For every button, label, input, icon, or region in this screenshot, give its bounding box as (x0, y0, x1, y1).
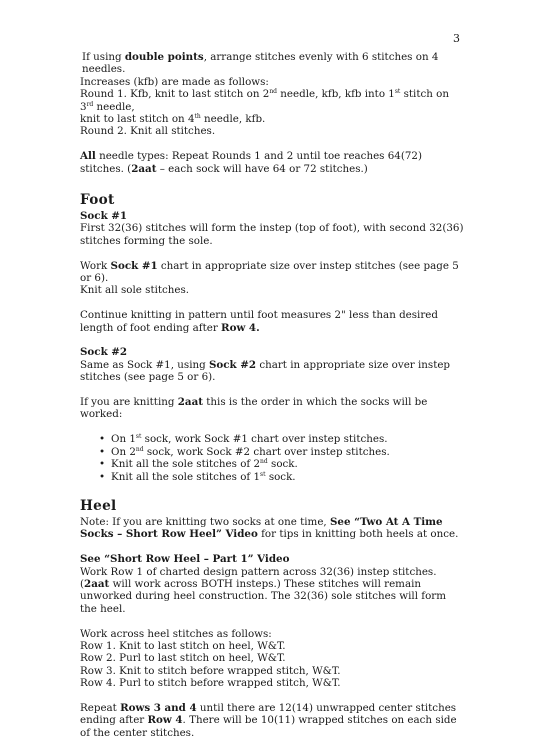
work-pre: Work (80, 259, 111, 272)
bullet-text: Knit all the sole stitches of 1 (111, 470, 261, 483)
repeat-mid: until there are 12(14) unwrapped center stitches ending after (80, 701, 457, 727)
continue-bold: Row 4. (221, 321, 260, 334)
bullet-sup: st (260, 470, 266, 478)
short-row-video-subheading: See “Short Row Heel – Part 1” Video (80, 553, 290, 566)
order-paragraph (80, 396, 464, 421)
note-pre: Note: If you are knitting two socks at one time, (80, 515, 330, 528)
heel-rows-paragraph (80, 628, 464, 690)
dp-round1-line (80, 88, 464, 113)
document-body (80, 51, 464, 752)
r1-text-e: knit to last stitch on 4 (80, 113, 195, 126)
sock1-text: First 32(36) stitches will form the instep (top of foot), with second 32(36) stitches forming the sole. (80, 222, 464, 247)
bullet-text-2: sock, work Sock #2 chart over instep stitches. (143, 445, 390, 458)
dp-increase-line: Increases (kfb) are made as follows: (80, 75, 269, 88)
foot-heading: Foot (80, 192, 115, 209)
short-row-video-section (80, 553, 464, 615)
dp-round2-line: Round 2. Knit all stitches. (80, 125, 216, 138)
all-text-2: – each sock will have 64 or 72 stitches.) (156, 162, 368, 175)
work-row-post: will work across BOTH insteps.) These stitches will remain unworked during heel construction. The 32(36) sole stitches will form the heel. (80, 577, 446, 615)
bullet-text-2: sock. (265, 470, 296, 483)
r1-sup-1: nd (269, 88, 278, 96)
r1-text-f: needle, kfb. (200, 113, 266, 126)
heel-note-paragraph (80, 516, 464, 541)
dp-round1-line-2 (80, 113, 464, 125)
repeat-bold-2: Row 4 (147, 714, 183, 727)
bullet-text: On 2 (111, 445, 136, 458)
list-item (111, 458, 464, 470)
work-row-bold: 2aat (84, 577, 110, 590)
dp-text-2: , arrange stitches evenly with 6 stitches on 4 needles. (82, 51, 439, 76)
continue-text: Continue knitting in pattern until foot measures 2" less than desired length of foot ending after (80, 309, 438, 334)
list-item (111, 433, 464, 445)
bullet-sup: st (135, 433, 142, 441)
heel-row-4: Row 4. Purl to stitch before wrapped stitch, W&T. (80, 677, 341, 690)
sock2-subheading: Sock #2 (80, 346, 128, 359)
work-post: chart in appropriate size over instep stitches (see page 5 or 6). (80, 259, 459, 285)
work-sock1-paragraph (80, 260, 464, 297)
list-item (111, 471, 464, 483)
bullet-text-2: sock. (267, 458, 298, 471)
sock2-post: chart in appropriate size over instep stitches (see page 5 or 6). (80, 358, 451, 384)
r1-text-c: stitch on 3 (80, 88, 449, 113)
sock-order-list (80, 433, 464, 483)
continue-paragraph (80, 309, 464, 334)
page-number: 3 (453, 32, 460, 45)
r1-text-b: needle, kfb, kfb into 1 (277, 88, 395, 101)
note-post: for tips in knitting both heels at once. (257, 528, 459, 541)
order-post: this is the order in which the socks will be worked: (80, 396, 428, 421)
dp-line-1 (80, 51, 464, 76)
work-bold: Sock #1 (110, 259, 158, 272)
order-bold: 2aat (177, 396, 203, 409)
all-bold-2aat: 2aat (131, 162, 157, 175)
heel-row-3: Row 3. Knit to stitch before wrapped stitch, W&T. (80, 664, 341, 677)
double-points-paragraph (80, 51, 464, 138)
sock2-bold: Sock #2 (208, 358, 257, 371)
r1-text-a: Round 1. Kfb, knit to last stitch on 2 (80, 88, 270, 101)
heel-heading: Heel (80, 497, 117, 514)
all-bold: All (80, 150, 96, 163)
note-bold: See “Two At A Time Socks – Short Row Heel” Video (80, 515, 443, 541)
dp-text: If using (82, 51, 125, 63)
heel-row-1: Row 1. Knit to last stitch on heel, W&T. (80, 639, 286, 652)
bullet-text: Knit all the sole stitches of 2 (111, 458, 261, 471)
bullet-text: On 1 (111, 433, 136, 446)
heel-row-2: Row 2. Purl to last stitch on heel, W&T. (80, 652, 286, 665)
list-item (111, 446, 464, 458)
bullet-sup: nd (260, 458, 268, 466)
r1-sup-2: st (394, 88, 401, 96)
knit-sole-line: Knit all sole stitches. (80, 284, 190, 297)
work-row-pre: Work Row 1 of charted design pattern across 32(36) instep stitches. ( (80, 565, 437, 590)
r1-sup-4: th (194, 113, 201, 121)
order-pre: If you are knitting (80, 396, 178, 409)
bullet-text-2: sock, work Sock #1 chart over instep stitches. (141, 433, 388, 446)
work-sock1-line (80, 260, 464, 285)
sock1-subheading: Sock #1 (80, 210, 128, 223)
all-text: needle types: Repeat Rounds 1 and 2 until toe reaches 64(72) stitches. ( (80, 150, 422, 175)
r1-text-d: needle, (93, 100, 135, 113)
repeat-post: . There will be 10(11) wrapped stitches on each side of the center stitches. (80, 714, 457, 739)
bullet-sup: nd (135, 445, 144, 453)
dp-bold: double points (124, 51, 204, 63)
heel-across-line: Work across heel stitches as follows: (80, 627, 272, 640)
sock1-section (80, 210, 464, 247)
r1-sup-3: rd (86, 100, 94, 108)
all-needles-paragraph (80, 150, 464, 175)
sock2-section (80, 346, 464, 383)
repeat-paragraph (80, 702, 464, 739)
sock2-pre: Same as Sock #1, using (80, 358, 209, 371)
repeat-pre: Repeat (80, 701, 121, 714)
repeat-bold: Rows 3 and 4 (120, 701, 197, 714)
